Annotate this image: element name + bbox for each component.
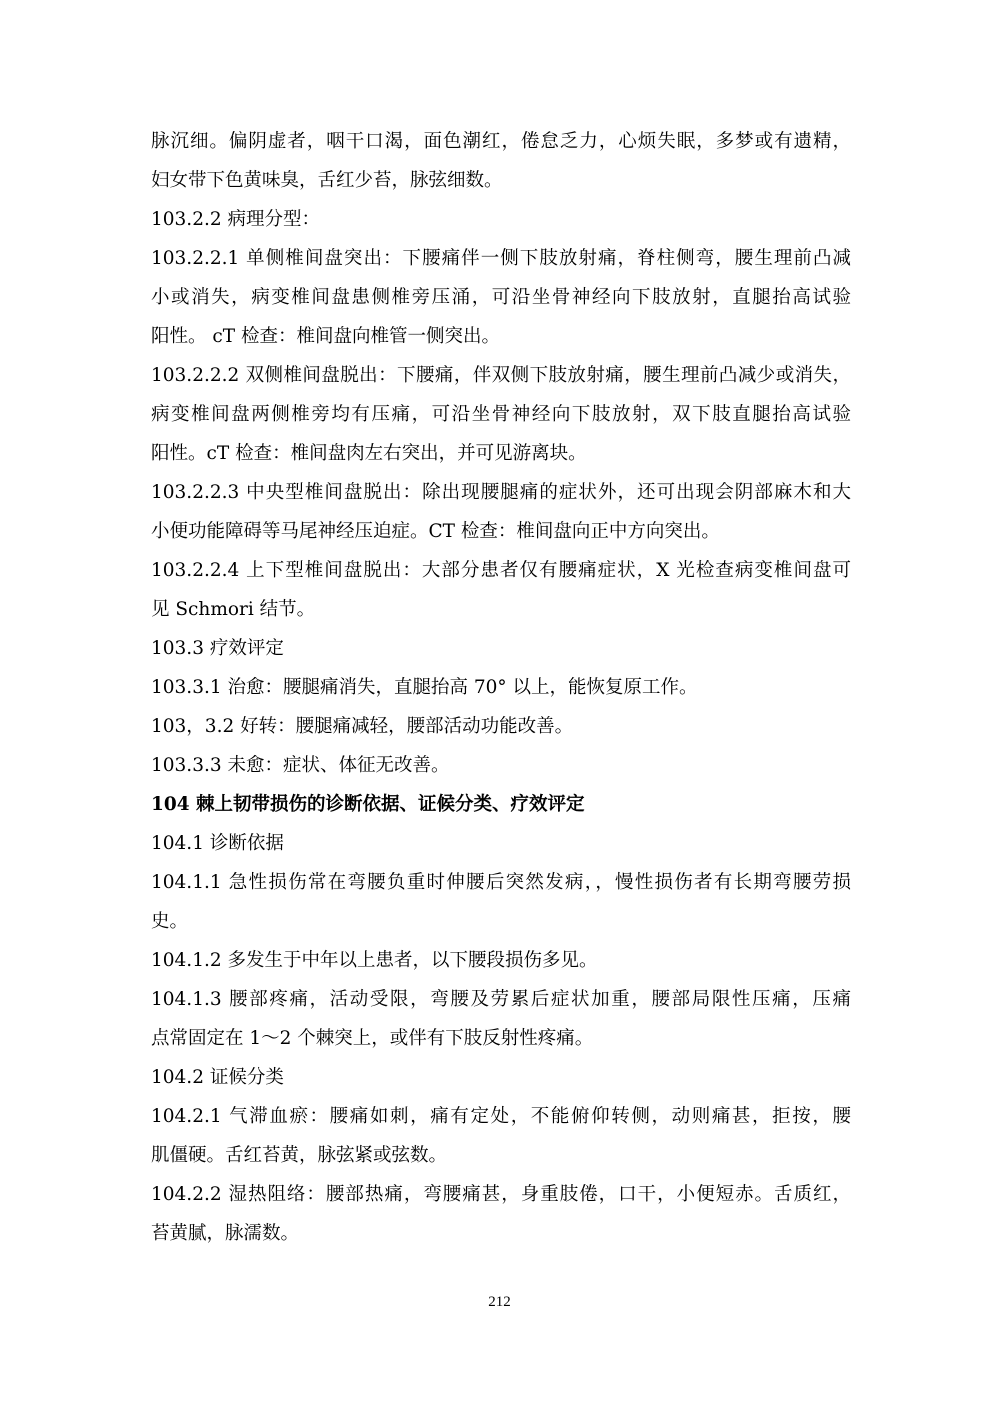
text-line: 苔黄腻，脉濡数。	[151, 1223, 300, 1244]
text-line: 103，3.2 好转：腰腿痛减轻，腰部活动功能改善。	[151, 716, 574, 737]
text-line: 103.3.1 治愈：腰腿痛消失，直腿抬高 70° 以上，能恢复原工作。	[151, 677, 698, 698]
text-line: 103.2.2.4 上下型椎间盘脱出：大部分患者仅有腰痛症状，X 光检查病变椎间盘可	[151, 560, 851, 581]
text-line: 阳性。 cT 检查：椎间盘向椎管一侧突出。	[151, 326, 500, 347]
text-line: 病变椎间盘两侧椎旁均有压痛，可沿坐骨神经向下肢放射，双下肢直腿抬高试验	[151, 404, 851, 425]
text-line: 103.3 疗效评定	[151, 638, 284, 659]
text-line: 妇女带下色黄味臭，舌红少苔，脉弦细数。	[151, 170, 503, 191]
section-heading: 104 棘上韧带损伤的诊断依据、证候分类、疗效评定	[151, 794, 585, 815]
text-line: 104.2 证候分类	[151, 1067, 284, 1088]
text-line: 104.2.2 湿热阻络：腰部热痛，弯腰痛甚，身重肢倦，口干，小便短赤。舌质红，	[151, 1184, 851, 1205]
text-line: 脉沉细。偏阴虚者，咽干口渴，面色潮红，倦怠乏力，心烦失眠，多梦或有遗精，	[151, 131, 851, 152]
text-line: 小便功能障碍等马尾神经压迫症。CT 检查：椎间盘向正中方向突出。	[151, 521, 720, 542]
text-line: 103.2.2.2 双侧椎间盘脱出：下腰痛，伴双侧下肢放射痛，腰生理前凸减少或消失，	[151, 365, 851, 386]
text-line: 103.3.3 未愈：症状、体征无改善。	[151, 755, 450, 776]
text-line: 史。	[151, 911, 189, 932]
text-line: 103.2.2.1 单侧椎间盘突出：下腰痛伴一侧下肢放射痛，脊柱侧弯，腰生理前凸减	[151, 248, 851, 269]
page-body	[151, 122, 851, 1253]
text-line: 104.1 诊断依据	[151, 833, 284, 854]
text-line: 104.1.3 腰部疼痛，活动受限，弯腰及劳累后症状加重，腰部局限性压痛，压痛	[151, 989, 851, 1010]
text-line: 点常固定在 1～2 个棘突上，或伴有下肢反射性疼痛。	[151, 1028, 594, 1049]
text-line: 103.2.2 病理分型：	[151, 209, 320, 230]
text-line: 肌僵硬。舌红苔黄，脉弦紧或弦数。	[151, 1145, 448, 1166]
text-line: 104.2.1 气滞血瘀：腰痛如刺，痛有定处，不能俯仰转侧，动则痛甚，拒按，腰	[151, 1106, 851, 1127]
text-line: 见 Schmori 结节。	[151, 599, 316, 620]
text-line: 小或消失，病变椎间盘患侧椎旁压涌，可沿坐骨神经向下肢放射，直腿抬高试验	[151, 287, 851, 308]
page-number: 212	[488, 1294, 511, 1310]
text-line: 103.2.2.3 中央型椎间盘脱出：除出现腰腿痛的症状外，还可出现会阴部麻木和大	[151, 482, 851, 503]
text-line: 阳性。cT 检查：椎间盘肉左右突出，并可见游离块。	[151, 443, 587, 464]
text-line: 104.1.2 多发生于中年以上患者，以下腰段损伤多见。	[151, 950, 598, 971]
text-line: 104.1.1 急性损伤常在弯腰负重时伸腰后突然发病，，慢性损伤者有长期弯腰劳损	[151, 872, 851, 893]
